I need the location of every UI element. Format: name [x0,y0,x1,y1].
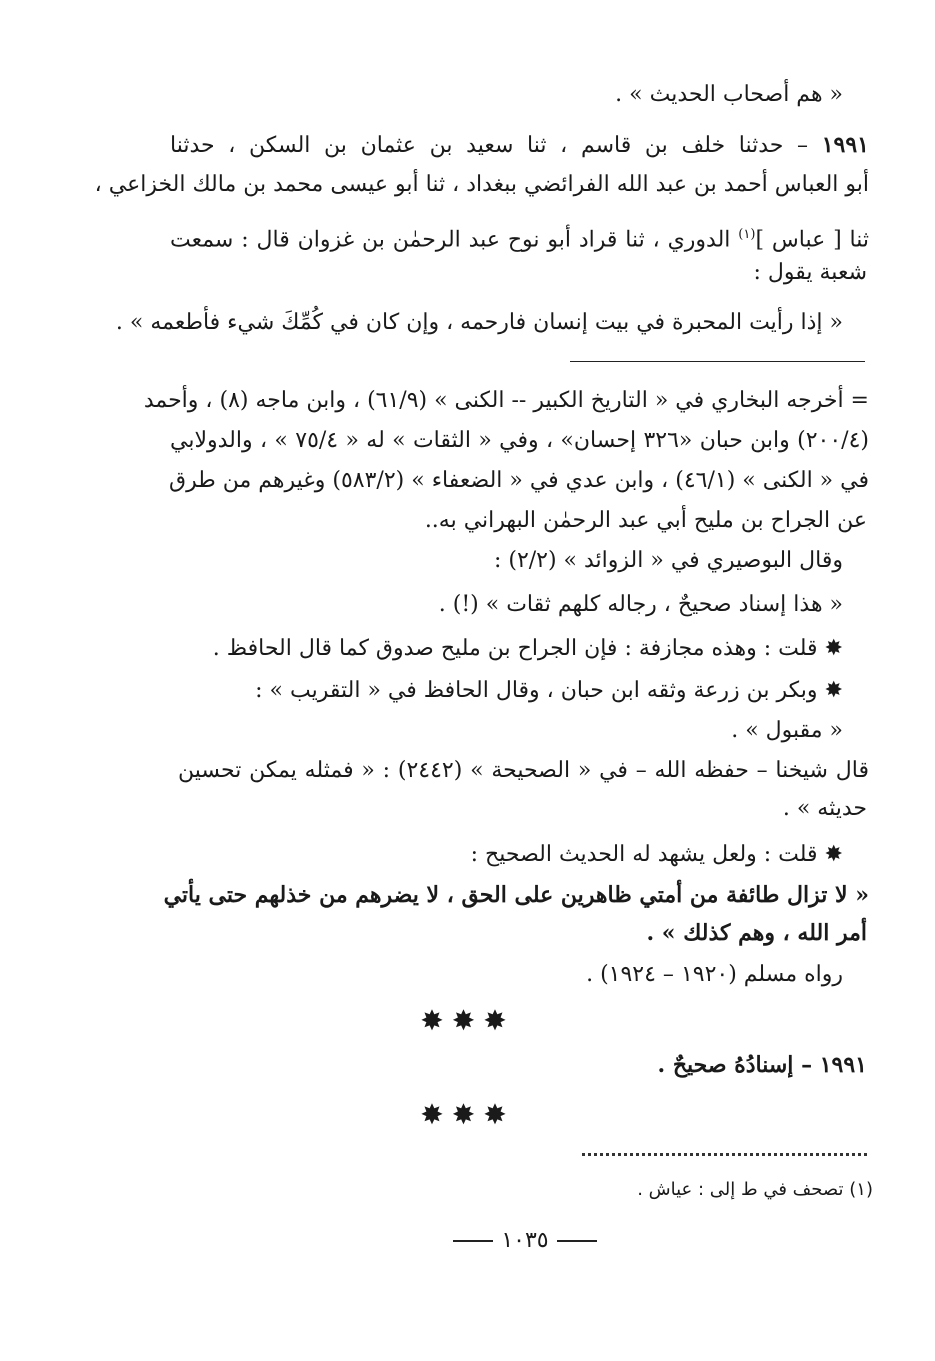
hadith-1991-line-1 [170,130,869,161]
section-stars-1: ✸✸✸ [420,1004,515,1037]
commentary-line-8: ✸ وبكر بن زرعة وثقه ابن حبان ، وقال الحافظ في « التقريب » : [255,678,843,703]
commentary-line-1: = أخرجه البخاري في « التاريخ الكبير -- الكنى » (٦١/٩) ، وابن ماجه (٨) ، وأحمد [143,388,869,413]
page-number [0,1228,935,1253]
hadith-1991-line-3 [170,220,869,255]
verdict-text: – إسنادُهُ صحيحٌ . [657,1052,820,1078]
commentary-line-9: « مقبول » . [731,718,843,743]
hadith-1991-line-4: شعبة يقول : [753,260,867,285]
hadith-number: ١٩٩١ [821,132,869,158]
hadith-text: – حدثنا خلف بن قاسم ، ثنا سعيد بن عثمان بن السكن ، حدثنا [170,133,822,158]
verdict-line [658,1050,868,1081]
hadith-quote-line-1: « لا تزال طائفة من أمتي ظاهرين على الحق ، لا يضرهم من خذلهم حتى يأتي [163,882,869,908]
commentary-line-4: عن الجراح بن مليح أبي عبد الرحمٰن البهراني به.. [424,508,867,533]
text-segment: ثنا [ عباس ] [755,227,870,253]
commentary-line-12: ✸ قلت : ولعل يشهد له الحديث الصحيح : [470,842,843,867]
quote-line: « إذا رأيت المحبرة في بيت إنسان فارحمه ، وإن كان في كُمِّكَ شيء فأطعمه » . [115,310,843,335]
footnote-separator [582,1153,867,1160]
text-line-1: « هم أصحاب الحديث » . [615,82,843,107]
footnote: (١) تصحف في ط إلى : عياش . [637,1179,873,1200]
dash-left [453,1240,493,1242]
commentary-line-10: قال شيخنا – حفظه الله – في « الصحيحة » (٢٤٤٢) : « فمثله يمكن تحسين [178,758,869,783]
footnote-ref: (١) [738,227,756,242]
commentary-line-7: ✸ قلت : وهذه مجازفة : فإن الجراح بن مليح صدوق كما قال الحافظ . [212,636,843,661]
commentary-line-5: وقال البوصيري في « الزوائد » (٢/٢) : [493,548,843,573]
dash-right [557,1240,597,1242]
hadith-number: ١٩٩١ [819,1052,867,1078]
page-number-text: ١٠٣٥ [501,1228,549,1253]
commentary-line-11: حديثه » . [782,796,867,821]
commentary-line-13: رواه مسلم (١٩٢٠ – ١٩٢٤) . [586,962,843,987]
separator-rule [570,361,865,362]
text-segment: الدوري ، ثنا قراد أبو نوح عبد الرحمٰن بن غزوان قال : سمعت [170,227,739,253]
commentary-line-3: في « الكنى » (٤٦/١) ، وابن عدي في « الضعفاء » (٥٨٣/٢) وغيرهم من طرق [169,468,869,493]
hadith-1991-line-2: أبو العباس أحمد بن عبد الله الفرائضي ببغداد ، ثنا أبو عيسى محمد بن مالك الخزاعي ، [94,172,869,197]
section-stars-2: ✸✸✸ [420,1098,515,1131]
commentary-line-2: (٢٠٠/٤) وابن حبان «٣٢٦ إحسان» ، وفي « الثقات » له « ٧٥/٤ » ، والدولابي [170,428,869,453]
hadith-quote-line-2: أمر الله ، وهم كذلك » . [646,920,867,946]
commentary-line-6: « هذا إسناد صحيحٌ ، رجاله كلهم ثقات » (!) . [438,592,843,617]
